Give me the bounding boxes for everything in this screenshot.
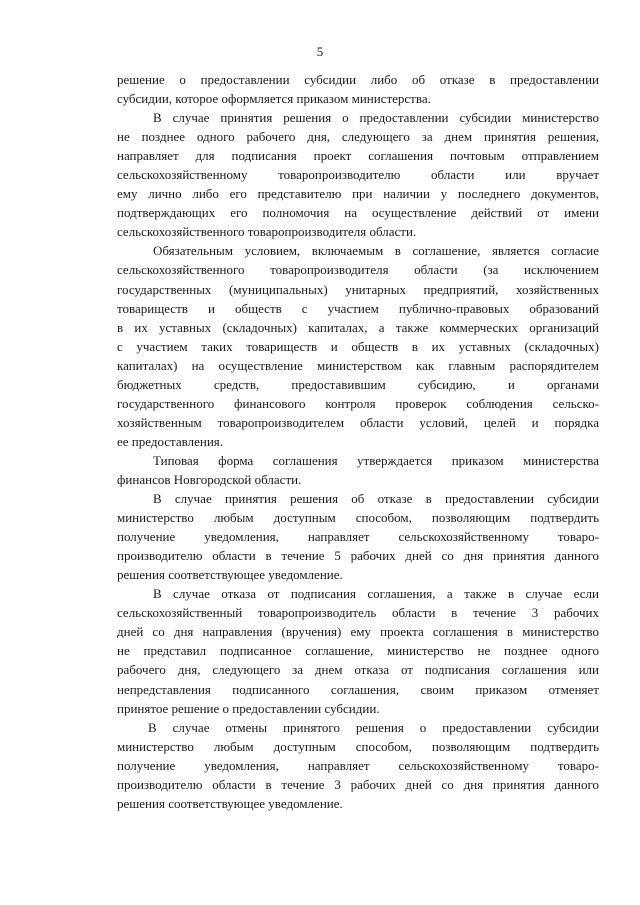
text-line: финансов Новгородской области.	[117, 471, 302, 487]
text-line: В случае отмены принятого решения о предоставлении субсидии	[148, 719, 599, 735]
text-line: непредставления подписанного соглашения, своим приказом отменяет	[117, 681, 599, 697]
text-line: сельскохозяйственный товаропроизводитель области в течение 3 рабочих	[117, 605, 599, 621]
text-line: сельскохозяйственного товаропроизводителя области (за исключением	[117, 262, 599, 278]
text-line: рабочего дня, следующего за днем отказа от подписания соглашения или	[117, 662, 599, 678]
paragraph	[117, 70, 599, 108]
text-line: направляет для подписания проект соглашения почтовым отправлением	[117, 148, 599, 164]
text-line: не позднее одного рабочего дня, следующего за днем принятия решения,	[117, 129, 599, 145]
text-line: товариществ и обществ с участием публично-правовых образований	[117, 300, 599, 316]
text-line: подтверждающих его полномочия на осуществление действий от имени	[117, 205, 599, 221]
text-line: В случае принятия решения о предоставлении субсидии министерство	[153, 110, 599, 126]
text-line: В случае принятия решения об отказе в предоставлении субсидии	[153, 491, 599, 507]
paragraph	[117, 451, 599, 489]
text-line: принятое решение о предоставлении субсидии.	[117, 700, 380, 716]
document-body	[117, 70, 599, 813]
paragraph	[117, 241, 599, 451]
text-line: бюджетных средств, предоставившим субсидию, и органами	[117, 376, 599, 392]
text-line: производителю области в течение 5 рабочих дней со дня принятия данного	[117, 548, 599, 564]
text-line: с участием таких товариществ и обществ в их уставных (складочных)	[117, 338, 599, 354]
text-line: в их уставных (складочных) капиталах, а также коммерческих организаций	[117, 319, 599, 335]
text-line: сельскохозяйственному товаропроизводителю области или вручает	[117, 167, 599, 183]
text-line: дней со дня направления (вручения) ему проекта соглашения в министерство	[117, 624, 599, 640]
text-line: хозяйственным товаропроизводителем области условий, целей и порядка	[117, 414, 599, 430]
text-line: капиталах) на осуществление министерством как главным распорядителем	[117, 357, 599, 373]
text-line: производителю области в течение 3 рабочих дней со дня принятия данного	[117, 776, 599, 792]
text-line: решения соответствующее уведомление.	[117, 567, 343, 583]
text-line: сельскохозяйственного товаропроизводителя области.	[117, 224, 417, 240]
paragraph	[117, 489, 599, 584]
paragraph	[117, 584, 599, 717]
text-line: государственных (муниципальных) унитарных предприятий, хозяйственных	[117, 281, 599, 297]
text-line: получение уведомления, направляет сельскохозяйственному товаро-	[117, 529, 599, 545]
text-line: Типовая форма соглашения утверждается приказом министерства	[153, 452, 599, 468]
text-line: министерство любым доступным способом, позволяющим подтвердить	[117, 738, 599, 754]
text-line: решения соответствующее уведомление.	[117, 795, 343, 811]
paragraph	[117, 108, 599, 241]
text-line: ему лично либо его представителю при наличии у последнего документов,	[117, 186, 599, 202]
text-line: решение о предоставлении субсидии либо об отказе в предоставлении	[117, 72, 599, 87]
text-line: В случае отказа от подписания соглашения, а также в случае если	[153, 586, 599, 602]
text-line: министерство любым доступным способом, позволяющим подтвердить	[117, 510, 599, 526]
page-number: 5	[316, 44, 324, 59]
text-line: не представил подписанное соглашение, министерство не позднее одного	[117, 643, 599, 659]
text-line: получение уведомления, направляет сельскохозяйственному товаро-	[117, 757, 599, 773]
text-line: ее предоставления.	[117, 433, 224, 449]
paragraph	[117, 718, 599, 813]
text-line: Обязательным условием, включаемым в соглашение, является согласие	[153, 243, 599, 259]
text-line: государственного финансового контроля проверок соблюдения сельско-	[117, 395, 599, 411]
text-line: субсидии, которое оформляется приказом министерства.	[117, 91, 431, 107]
